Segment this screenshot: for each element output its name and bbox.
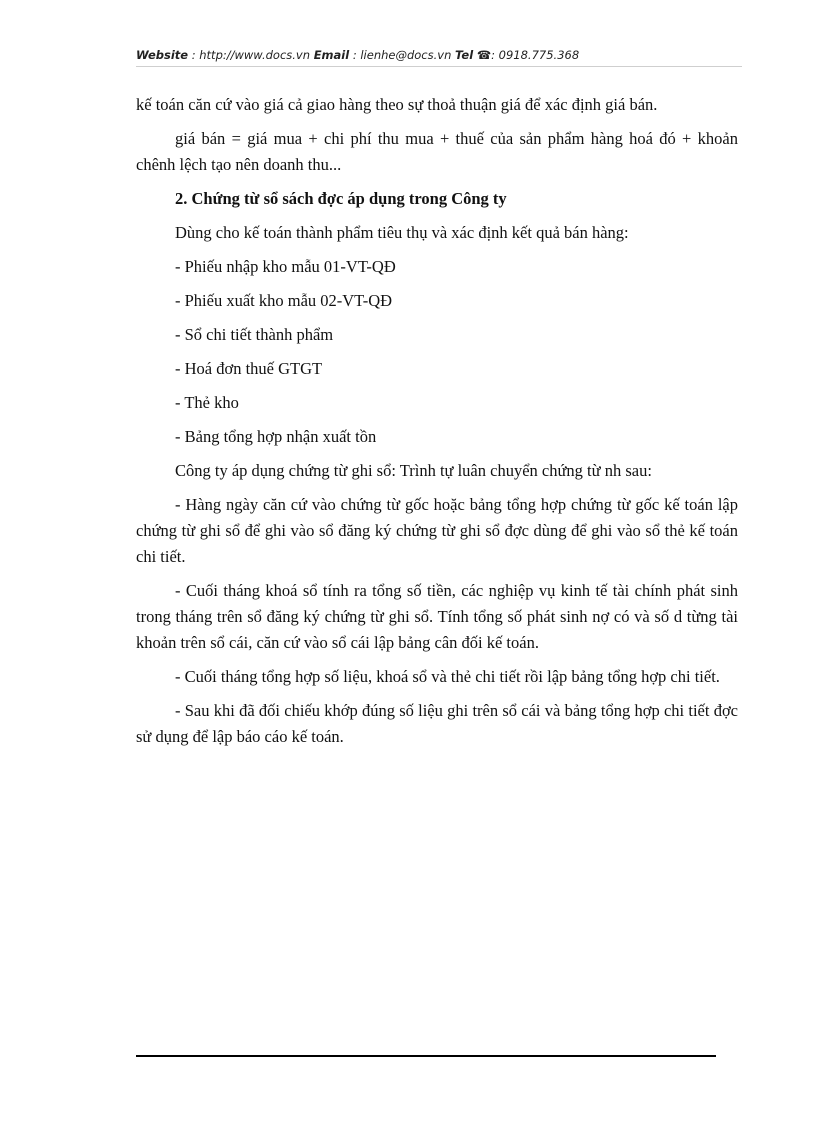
page-header bbox=[136, 48, 742, 62]
header-divider bbox=[136, 66, 742, 67]
document-list bbox=[136, 254, 738, 450]
website-label: Website bbox=[136, 48, 189, 62]
tel-value: : 0918.775.368 bbox=[491, 48, 580, 62]
list-item: - Phiếu nhập kho mẫu 01-VT-QĐ bbox=[175, 257, 396, 276]
list-item: - Thẻ kho bbox=[175, 393, 239, 412]
paragraph-2: giá bán = giá mua + chi phí thu mua + thuế của sản phẩm hàng hoá đó + khoản chênh lệch tạo nên doanh thu... bbox=[136, 129, 738, 174]
paragraph-5: - Hàng ngày căn cứ vào chứng từ gốc hoặc bảng tổng hợp chứng từ gốc kế toán lập chứng từ ghi sổ để ghi vào sổ đăng ký chứng từ ghi sổ đợc dùng để ghi vào sổ thẻ kế toán chi tiết. bbox=[136, 495, 738, 566]
paragraph-8: - Sau khi đã đối chiếu khớp đúng số liệu ghi trên sổ cái và bảng tổng hợp chi tiết đợc sử dụng để lập báo cáo kế toán. bbox=[136, 701, 738, 746]
phone-icon: ☎ bbox=[476, 48, 492, 62]
list-item: - Sổ chi tiết thành phẩm bbox=[175, 325, 334, 344]
paragraph-4: Công ty áp dụng chứng từ ghi sổ: Trình tự luân chuyển chứng từ nh sau: bbox=[175, 461, 652, 480]
website-value[interactable]: : http://www.docs.vn bbox=[191, 48, 311, 62]
paragraph-6: - Cuối tháng khoá sổ tính ra tổng số tiền, các nghiệp vụ kinh tế tài chính phát sinh trong tháng trên sổ đăng ký chứng từ ghi sổ. Tính tổng số phát sinh nợ có và số d từng tài khoản trên sổ cái, căn cứ vào sổ cái lập bảng cân đối kế toán. bbox=[136, 581, 738, 652]
footer-divider bbox=[136, 1055, 716, 1057]
list-item: - Hoá đơn thuế GTGT bbox=[175, 359, 323, 378]
email-label: Email bbox=[313, 48, 350, 62]
list-item: - Bảng tổng hợp nhận xuất tồn bbox=[175, 427, 377, 446]
tel-label: Tel bbox=[455, 48, 474, 62]
document-body bbox=[136, 92, 738, 758]
list-item: - Phiếu xuất kho mẫu 02-VT-QĐ bbox=[175, 291, 393, 310]
paragraph-3: Dùng cho kế toán thành phẩm tiêu thụ và xác định kết quả bán hàng: bbox=[175, 223, 629, 242]
paragraph-1: kế toán căn cứ vào giá cả giao hàng theo sự thoả thuận giá để xác định giá bán. bbox=[136, 95, 658, 114]
email-value[interactable]: : lienhe@docs.vn bbox=[352, 48, 452, 62]
paragraph-7: - Cuối tháng tổng hợp số liệu, khoá sổ và thẻ chi tiết rồi lập bảng tổng hợp chi tiết. bbox=[175, 667, 720, 686]
section-heading: 2. Chứng từ sổ sách đợc áp dụng trong Công ty bbox=[175, 189, 507, 208]
